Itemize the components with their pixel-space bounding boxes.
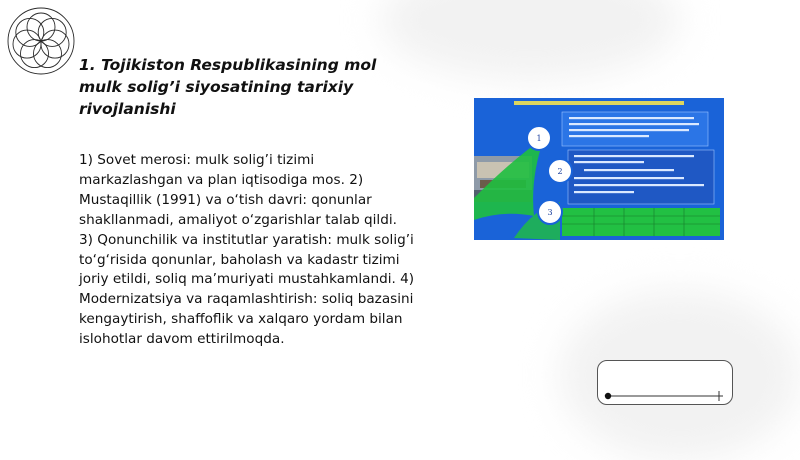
playhead-handle[interactable] [605,393,611,399]
timeline-track [598,361,732,404]
slide-title: 1. Tojikiston Respublikasining mol mulk solig’i siyosatining tarixiy rivojlanishi [79,56,377,118]
step-number: 1 [536,134,542,143]
logo-rosette-icon [4,4,78,78]
slide-image-thumbnail [474,98,724,240]
background-decoration [380,0,680,80]
slide-body-text: 1) Sovet merosi: mulk solig’i tizimi markazlashgan va plan iqtisodiga mos. 2) Mustaqillik (1991) va o‘tish davri: qonunlar shakllanmadi, amaliyot o‘zgarishlar talab qildi. 3) Qonunchilik va institutlar yaratish: mulk solig’i to‘g‘risida qonunlar, baholash va kadastr tizimi joriy etildi, soliq ma’muriyati mustahkamlandi. 4) Modernizatsiya va raqamlashtirish: soliq bazasini kengaytirish, shaffoflik va xalqaro yordam bilan islohotlar davom ettirilmoqda. [79,152,415,348]
step-number: 2 [557,167,563,176]
thumbnail-graphic [474,98,724,240]
media-timeline-widget[interactable] [597,360,733,405]
step-number: 3 [547,208,553,217]
